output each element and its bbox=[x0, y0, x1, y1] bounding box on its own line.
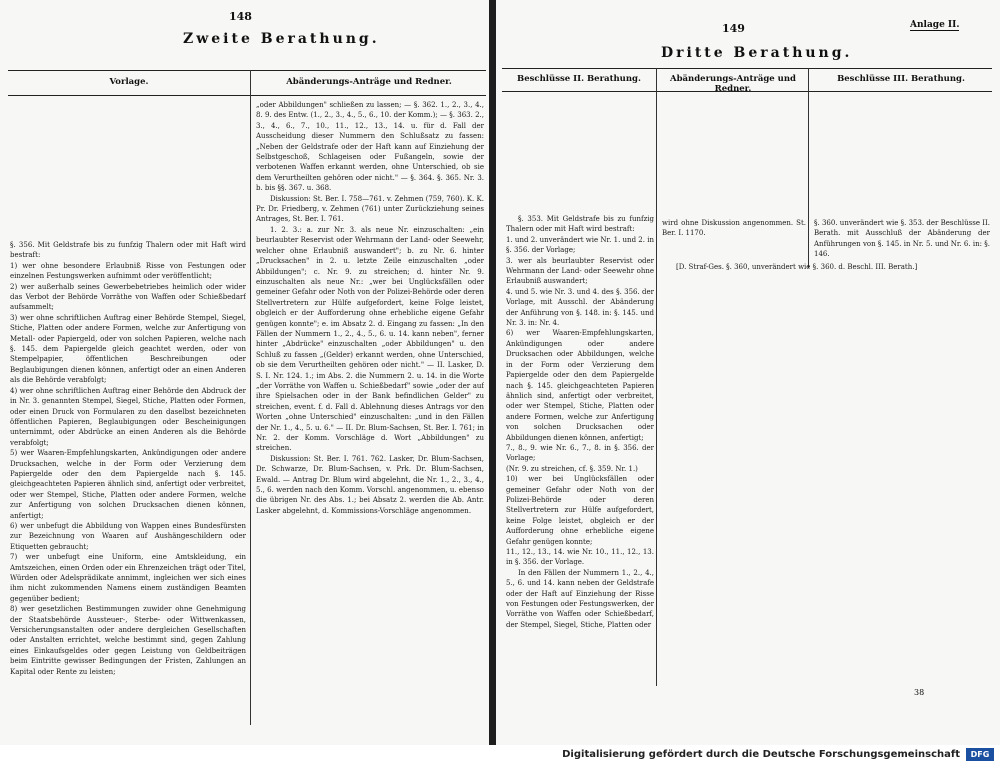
funding-credit: Digitalisierung gefördert durch die Deutsche Forschungsgemeinschaft bbox=[562, 749, 960, 760]
left-column-divider bbox=[250, 70, 251, 725]
antraege-paragraph: 1. 2. 3.: a. zur Nr. 3. als neue Nr. einzuschalten: „ein beurlaubter Reservist oder Wehrmann der Land- oder Seewehr, welcher ohne Erlaubniß auswandert"; b. zu Nr. 6. hinter „Drucksachen" in 2. u. letzte Zeile einzuschalten „oder Abbildungen"; c. Nr. 9. zu streichen; d. hinter Nr. 9. einzuschalten als neue Nr.: „wer bei Unglücksfällen oder gemeiner Gefahr oder Noth von der Polizei-Behörde oder deren Stellvertretern zur Hülfe aufgefordert, keine Folge leistet, obgleich er der Aufforderung ohne erhebliche eigene Gefahr genügen konnte"; e. im Absatz 2. d. Eingang zu fassen: „In den Fällen der Nummern 1., 2., 4., 5., 6. u. 14. kann neben", ferner hinter „Abdrücke" einzuschalten „oder Abbildungen" u. den Schluß zu fassen „(Gelder) erkannt werden, ohne Unterschied, ob sie dem Verurtheilten gehören oder nicht." — II. Lasker, D. S. I. Nr. 124. 1.; im Abs. 2. die Nummern 2. u. 14. in die Worte „der Vorräthe von Waffen u. Schießbedarf" sowie „oder der auf ihre Spielsachen oder in der Bank befindlichen Gelder" zu streichen, event. f. d. Fall d. Ablehnung dieses Antrags vor den Worten „ohne Unterschied" einzuschalten: „und in den Fällen der Nr. 1., 4., 5. u. 6." — II. Dr. Blum-Sachsen, St. Ber. I. 761; in Nr. 2. der Komm. Vorschläge d. Wort „Abbildungen" zu streichen. bbox=[256, 225, 484, 453]
right-column-divider-1 bbox=[656, 68, 657, 686]
left-header-top-rule bbox=[8, 70, 486, 71]
right-header-top-rule bbox=[502, 68, 992, 69]
beschluesse-iii-paragraph: §. 360. unverändert wie §. 353. der Beschlüsse II. Berath. mit Ausschluß der Abänderung der Anführungen von §. 145. in Nr. 5. und Nr. 6. in: §. 146. bbox=[814, 219, 990, 258]
vorlage-paragraph: 3) wer ohne schriftlichen Auftrag einer Behörde Stempel, Siegel, Stiche, Platten oder andere Formen, welche zur Anfertigung von Metall- oder Papiergeld, oder von solchen Papieren, welche nach §. 145. dem Papiergelde gleich geachtet werden, oder von Stempelpapier, öffentlichen Beschreibungen oder Beglaubigungen dienen können, anfertigt oder an einen Anderen als die Behörde verabfolgt; bbox=[10, 313, 246, 385]
left-page bbox=[0, 0, 492, 745]
antraege-column-left bbox=[256, 100, 484, 540]
vorlage-column bbox=[10, 240, 246, 685]
beschluesse-paragraph: 10) wer bei Unglücksfällen oder gemeiner Gefahr oder Noth von der Polizei-Behörde oder deren Stellvertretern zur Hülfe aufgefordert, keine Folge leistet, obgleich er der Aufforderung ohne erhebliche eigene Gefahr genügen konnte; bbox=[506, 475, 654, 546]
beschluesse-iii-column bbox=[814, 218, 990, 258]
beschluesse-paragraph: 1. und 2. unverändert wie Nr. 1. und 2. in §. 356. der Vorlage; bbox=[506, 235, 654, 255]
straf-ges-note bbox=[676, 262, 992, 274]
col-header-beschluesse-iii: Beschlüsse III. Berathung. bbox=[837, 74, 965, 84]
col-header-beschluesse-ii: Beschlüsse II. Berathung. bbox=[517, 74, 641, 84]
antraege-paragraph: Diskussion: St. Ber. I. 758—761. v. Zehmen (759, 760). K. K. Pr. Dr. Friedberg, v. Zehmen (761) unter Zurückziehung seines Antrages, St. Ber. I. 761. bbox=[256, 194, 484, 224]
vorlage-paragraph: 7) wer unbefugt eine Uniform, eine Amtskleidung, ein Amtszeichen, einen Orden oder ein Ehrenzeichen trägt oder Titel, Würden oder Adelsprädikate annimmt, ingleichen wer sich eines ihm nicht zukommenden Namens einem zuständigen Beamten gegenüber bedient; bbox=[10, 553, 246, 603]
col-header-antraege-right: Abänderungs-Anträge und Redner. bbox=[670, 74, 796, 94]
vorlage-paragraph: 1) wer ohne besondere Erlaubniß Risse von Festungen oder einzelnen Festungswerken aufnimmt oder veröffentlicht; bbox=[10, 261, 246, 281]
right-section-title: Dritte Berathung. bbox=[661, 45, 853, 61]
beschluesse-paragraph: 6) wer Waaren-Empfehlungskarten, Ankündigungen oder andere Drucksachen oder Abbildungen, welche in der Form oder Verzierung dem Papiergelde oder den dem Papiergelde nach §. 145. gleichgeachteten Papieren ähnlich sind, anfertigt oder verbreitet, oder wer Stempel, Stiche, Platten oder andere Formen, welche zur Anfertigung von solchen Drucksachen oder Abbildungen dienen können, anfertigt; bbox=[506, 329, 654, 442]
antraege-paragraph: wird ohne Diskussion angenommen. St. Ber. I. 1170. bbox=[662, 219, 806, 238]
vorlage-paragraph: §. 356. Mit Geldstrafe bis zu funfzig Thalern oder mit Haft wird bestraft: bbox=[10, 241, 246, 260]
beschluesse-paragraph: 7., 8., 9. wie Nr. 6., 7., 8. in §. 356. der Vorlage; bbox=[506, 443, 654, 463]
antraege-paragraph: Diskussion: St. Ber. I. 761. 762. Lasker, Dr. Blum-Sachsen, Dr. Schwarze, Dr. Blum-Sachsen, v. Prk. Dr. Blum-Sachsen, Ewald. — Antrag Dr. Blum wird abgelehnt, die Nr. 1., 2., 3., 4., 5., 6. werden nach den Komm. Vorschl. angenommen, u. ebenso die übrigen Nr. des Abs. 1.; bei Absatz 2. werden die Ab. Antr. Lasker abgelehnt, d. Kommissions-Vorschläge angenommen. bbox=[256, 454, 484, 515]
left-header-bottom-rule bbox=[8, 95, 486, 96]
beschluesse-ii-column bbox=[506, 214, 654, 684]
beschluesse-paragraph: (Nr. 9. zu streichen, cf. §. 359. Nr. 1.) bbox=[506, 464, 638, 473]
footer-bar bbox=[0, 745, 1000, 765]
vorlage-paragraph: 5) wer Waaren-Empfehlungskarten, Ankündigungen oder andere Drucksachen, welche in der Form oder Verzierung dem Papiergelde oder den dem Papiergelde nach §. 145. gleichgeachteten Papieren ähnlich sind, anfertigt oder verbreitet, oder wer Stempel, Stiche, Platten oder andere Formen, welche zur Anfertigung von solchen Drucksachen dienen können, anfertigt; bbox=[10, 449, 246, 520]
signature-mark: 38 bbox=[914, 688, 925, 697]
col-header-vorlage: Vorlage. bbox=[109, 77, 149, 87]
vorlage-paragraph: 2) wer außerhalb seines Gewerbebetriebes heimlich oder wider das Verbot der Behörde Vorräthe von Waffen oder Schießbedarf aufsammelt; bbox=[10, 282, 246, 312]
annex-label: Anlage II. bbox=[910, 20, 960, 30]
beschluesse-paragraph: 4. und 5. wie Nr. 3. und 4. des §. 356. der Vorlage, mit Ausschl. der Abänderung der Anführung von §. 148. in: §. 145. und Nr. 3. in: Nr. 4. bbox=[506, 287, 654, 328]
beschluesse-paragraph: In den Fällen der Nummern 1., 2., 4., 5., 6. und 14. kann neben der Geldstrafe oder der Haft auf Einziehung der Risse von Festungen oder Festungswerken, der Vorräthe von Waffen oder Schießbedarf, der Stempel, Siegel, Stiche, Platten oder bbox=[506, 568, 654, 629]
left-section-title: Zweite Berathung. bbox=[183, 31, 380, 47]
beschluesse-paragraph: 11., 12., 13., 14. wie Nr. 10., 11., 12., 13. in §. 356. der Vorlage. bbox=[506, 548, 654, 567]
antraege-paragraph: „oder Abbildungen" schließen zu lassen; — §. 362. 1., 2., 3., 4., 8. 9. des Entw. (1., 2., 3., 4., 5., 6., 10. der Komm.); — §. 363. 2., 3., 4., 6., 7., 10., 11., 12., 13., 14. u. für d. Fall der Ausscheidung dieser Nummern den Schlußsatz zu fassen: „Neben der Geldstrafe oder der Haft kann auf Einziehung der Selbstgeschoß, Schlageisen oder Fußangeln, sowie der verbotenen Waffen erkannt werden, ohne Unterschied, ob sie dem Verurtheilten gehören oder nicht." — §. 364. §. 365. Nr. 3. b. bis §§. 367. u. 368. bbox=[256, 101, 484, 193]
antraege-column-right bbox=[662, 218, 806, 242]
right-page-number: 149 bbox=[722, 22, 745, 35]
antraege-paragraph: [D. Straf-Ges. §. 360, unverändert wie §. 360. d. Beschl. III. Berath.] bbox=[676, 263, 918, 271]
col-header-antraege-left: Abänderungs-Anträge und Redner. bbox=[286, 77, 452, 87]
right-column-divider-2 bbox=[808, 68, 809, 268]
beschluesse-paragraph: 3. wer als beurlaubter Reservist oder Wehrmann der Land- oder Seewehr ohne Erlaubniß auswandert; bbox=[506, 256, 654, 286]
vorlage-paragraph: 8) wer gesetzlichen Bestimmungen zuwider ohne Genehmigung der Staatsbehörde Aussteuer-, Sterbe- oder Wittwenkassen, Versicherungsanstalten oder andere dergleichen Gesellschaften oder Anstalten errichtet, welche bestimmt sind, gegen Zahlung eines Einkaufsgeldes oder gegen Leistung von Geldbeiträgen beim Eintritte gewisser Bedingungen der Fristen, Zahlungen an Kapital oder Rente zu leisten; bbox=[10, 605, 246, 676]
dfg-logo: DFG bbox=[966, 748, 994, 761]
right-page bbox=[496, 0, 1000, 745]
vorlage-paragraph: 4) wer ohne schriftlichen Auftrag einer Behörde den Abdruck der in Nr. 3. genannten Stempel, Siegel, Stiche, Platten oder Formen, oder einen Druck von Formularen zu den daselbst bezeichneten öffentlichen Papieren, Beglaubigungen oder Bescheinigungen unternimmt, oder Abdrücke an einen Anderen als die Behörde verabfolgt; bbox=[10, 386, 246, 447]
beschluesse-paragraph: §. 353. Mit Geldstrafe bis zu funfzig Thalern oder mit Haft wird bestraft: bbox=[506, 215, 654, 234]
left-page-number: 148 bbox=[229, 10, 252, 23]
vorlage-paragraph: 6) wer unbefugt die Abbildung von Wappen eines Bundesfürsten zur Bezeichnung von Waaren auf Aushängeschildern oder Etiquetten gebraucht; bbox=[10, 521, 246, 551]
